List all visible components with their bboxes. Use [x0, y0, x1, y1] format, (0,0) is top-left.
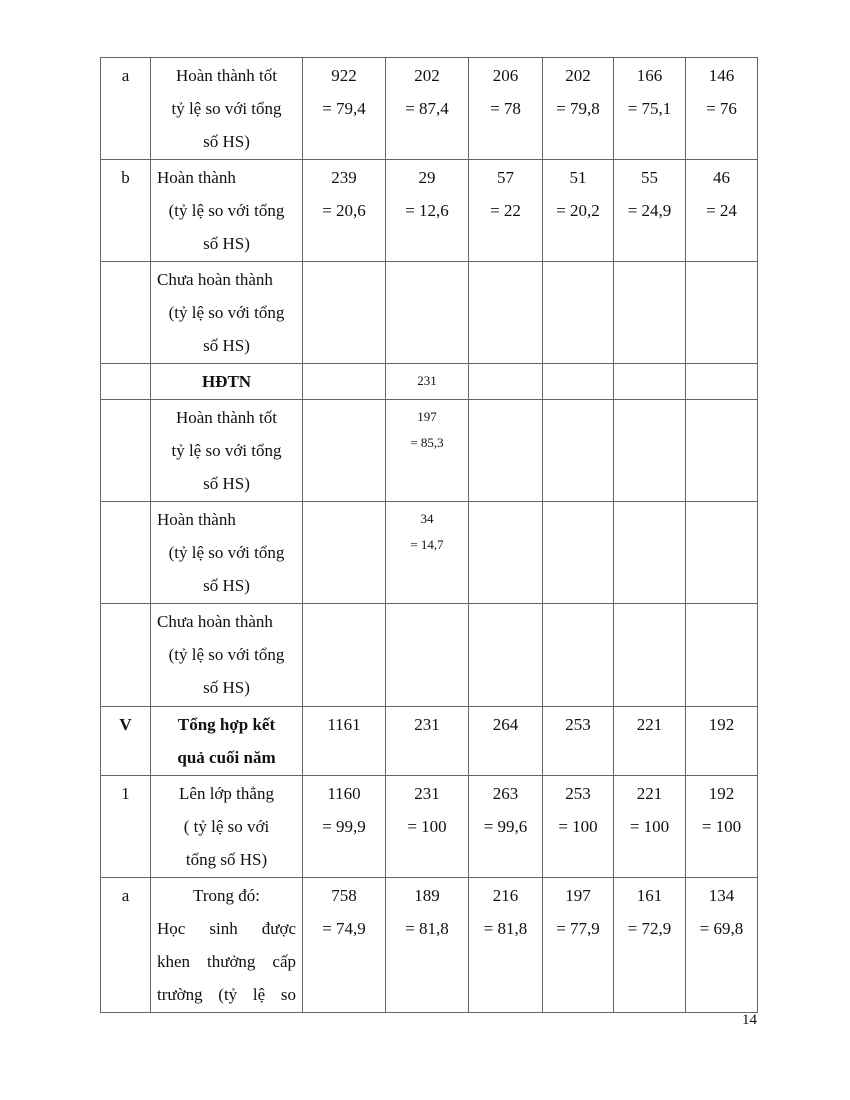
- row-number-cell: [101, 262, 151, 364]
- value-cell: [686, 776, 758, 878]
- label-line: Trong đó:: [193, 886, 260, 905]
- percent-line: = 12,6: [405, 201, 449, 220]
- percent-line: = 76: [706, 99, 737, 118]
- value-line: 231: [414, 715, 440, 734]
- row-label-cell: [151, 707, 303, 776]
- row-number-cell: [101, 160, 151, 262]
- value-cell: [303, 364, 386, 400]
- row-label-cell: [151, 364, 303, 400]
- value-line: 202: [565, 66, 591, 85]
- value-cell: [469, 878, 543, 1013]
- table-row: [101, 400, 758, 502]
- value-line: 231: [417, 373, 437, 388]
- label-line: tổng số HS): [185, 850, 268, 869]
- row-number: a: [121, 66, 130, 85]
- row-number-cell: [101, 58, 151, 160]
- value-line: 161: [636, 886, 663, 905]
- value-cell: [686, 878, 758, 1013]
- value-line: 1161: [327, 715, 361, 734]
- percent-line: = 75,1: [627, 99, 672, 118]
- value-cell: [614, 400, 686, 502]
- label-line: Hoàn thành: [157, 510, 236, 529]
- value-cell: [543, 604, 614, 707]
- value-cell: [543, 502, 614, 604]
- value-cell: [386, 160, 469, 262]
- value-cell: [386, 400, 469, 502]
- value-cell: [686, 604, 758, 707]
- table-row: [101, 604, 758, 707]
- value-line: 34: [420, 511, 434, 526]
- percent-line: = 100: [629, 817, 670, 836]
- value-cell: [614, 262, 686, 364]
- value-cell: [686, 502, 758, 604]
- value-line: 134: [708, 886, 735, 905]
- table-row: [101, 160, 758, 262]
- label-line: HĐTN: [201, 372, 252, 391]
- value-cell: [469, 707, 543, 776]
- percent-line: = 77,9: [556, 919, 600, 938]
- value-line: 922: [331, 66, 357, 85]
- table-row: [101, 776, 758, 878]
- value-cell: [386, 878, 469, 1013]
- value-cell: [686, 400, 758, 502]
- value-cell: [303, 160, 386, 262]
- label-line: (tỷ lệ so với tổng: [168, 303, 285, 322]
- row-number-cell: [101, 364, 151, 400]
- row-number: V: [119, 715, 132, 734]
- value-cell: [543, 878, 614, 1013]
- page-number: 14: [742, 1012, 757, 1028]
- percent-line: = 78: [490, 99, 521, 118]
- label-line: Hoàn thành: [157, 168, 236, 187]
- row-label-cell: [151, 776, 303, 878]
- percent-line: = 99,9: [322, 817, 366, 836]
- row-number: b: [121, 168, 130, 187]
- percent-line: = 79,8: [556, 99, 600, 118]
- value-line: 146: [708, 66, 735, 85]
- percent-line: = 20,6: [322, 201, 366, 220]
- value-cell: [614, 604, 686, 707]
- value-line: 758: [331, 886, 357, 905]
- label-line: số HS): [203, 132, 250, 151]
- percent-line: = 99,6: [483, 817, 528, 836]
- value-cell: [469, 604, 543, 707]
- row-number-cell: [101, 502, 151, 604]
- percent-line: = 87,4: [405, 99, 449, 118]
- value-cell: [614, 878, 686, 1013]
- percent-line: = 69,8: [699, 919, 744, 938]
- value-line: 51: [569, 168, 587, 187]
- value-cell: [386, 58, 469, 160]
- value-cell: [543, 707, 614, 776]
- label-line: tỷ lệ so với tổng: [171, 99, 282, 118]
- value-cell: [303, 400, 386, 502]
- table-row: [101, 878, 758, 1013]
- value-cell: [614, 58, 686, 160]
- value-line: 197: [417, 409, 437, 424]
- percent-line: = 24: [706, 201, 737, 220]
- value-line: 192: [708, 715, 735, 734]
- label-line: số HS): [203, 234, 250, 253]
- label-line: (tỷ lệ so với tổng: [168, 543, 285, 562]
- value-line: 221: [636, 715, 663, 734]
- percent-line: = 85,3: [410, 435, 444, 450]
- value-line: 216: [492, 886, 519, 905]
- label-line: (tỷ lệ so với tổng: [168, 645, 285, 664]
- value-line: 263: [492, 784, 519, 803]
- value-cell: [303, 262, 386, 364]
- value-line: 197: [565, 886, 591, 905]
- row-label-cell: [151, 878, 303, 1013]
- label-line: (tỷ lệ so với tổng: [168, 201, 285, 220]
- value-line: 239: [331, 168, 357, 187]
- label-line: Chưa hoàn thành: [157, 270, 273, 289]
- label-line: số HS): [203, 474, 250, 493]
- value-cell: [386, 502, 469, 604]
- value-line: 253: [565, 715, 591, 734]
- value-cell: [386, 364, 469, 400]
- percent-line: = 100: [407, 817, 447, 836]
- value-cell: [303, 58, 386, 160]
- value-line: 55: [641, 168, 658, 187]
- value-cell: [303, 707, 386, 776]
- percent-line: = 81,8: [483, 919, 528, 938]
- table-row: [101, 502, 758, 604]
- label-line: khen thưởng cấp: [157, 952, 296, 971]
- label-line: trường (tỷ lệ so: [157, 985, 296, 1004]
- value-line: 264: [492, 715, 519, 734]
- value-cell: [543, 400, 614, 502]
- value-line: 189: [414, 886, 440, 905]
- value-cell: [469, 262, 543, 364]
- percent-line: = 20,2: [556, 201, 600, 220]
- row-number-cell: [101, 707, 151, 776]
- row-number-cell: [101, 400, 151, 502]
- value-cell: [543, 364, 614, 400]
- row-label-cell: [151, 604, 303, 707]
- value-cell: [686, 364, 758, 400]
- value-cell: [614, 707, 686, 776]
- label-line: Tổng hợp kết: [177, 715, 276, 734]
- results-table: [100, 57, 758, 1013]
- percent-line: = 74,9: [322, 919, 366, 938]
- label-line: số HS): [203, 576, 250, 595]
- table-body: [101, 58, 758, 1013]
- value-cell: [543, 776, 614, 878]
- value-cell: [686, 262, 758, 364]
- value-line: 192: [708, 784, 735, 803]
- value-cell: [614, 776, 686, 878]
- label-line: tỷ lệ so với tổng: [171, 441, 282, 460]
- row-label-cell: [151, 160, 303, 262]
- value-cell: [686, 58, 758, 160]
- value-line: 29: [418, 168, 436, 187]
- value-line: 206: [492, 66, 519, 85]
- label-line: Học sinh được: [157, 919, 296, 938]
- label-line: ( tỷ lệ so với: [183, 817, 270, 836]
- value-cell: [303, 604, 386, 707]
- percent-line: = 100: [701, 817, 742, 836]
- value-line: 202: [414, 66, 440, 85]
- value-line: 253: [565, 784, 591, 803]
- percent-line: = 22: [490, 201, 521, 220]
- value-line: 221: [636, 784, 663, 803]
- value-line: 231: [414, 784, 440, 803]
- percent-line: = 14,7: [410, 537, 444, 552]
- value-cell: [686, 707, 758, 776]
- row-number-cell: [101, 604, 151, 707]
- table-row: [101, 364, 758, 400]
- value-cell: [386, 707, 469, 776]
- value-cell: [303, 878, 386, 1013]
- table-row: [101, 58, 758, 160]
- table-row: [101, 707, 758, 776]
- label-line: số HS): [203, 678, 250, 697]
- value-cell: [469, 776, 543, 878]
- value-line: 46: [713, 168, 730, 187]
- value-line: 1160: [327, 784, 361, 803]
- label-line: Hoàn thành tốt: [175, 408, 278, 427]
- value-cell: [386, 262, 469, 364]
- value-line: 166: [636, 66, 663, 85]
- value-cell: [303, 502, 386, 604]
- value-cell: [303, 776, 386, 878]
- row-number-cell: [101, 878, 151, 1013]
- label-line: quả cuối năm: [177, 748, 276, 767]
- value-cell: [543, 262, 614, 364]
- value-cell: [543, 58, 614, 160]
- label-line: Chưa hoàn thành: [157, 612, 273, 631]
- table-row: [101, 262, 758, 364]
- row-number-cell: [101, 776, 151, 878]
- value-cell: [386, 776, 469, 878]
- value-cell: [543, 160, 614, 262]
- row-label-cell: [151, 262, 303, 364]
- value-cell: [469, 364, 543, 400]
- row-number: 1: [121, 784, 130, 803]
- value-cell: [386, 604, 469, 707]
- row-number: a: [121, 886, 130, 905]
- value-cell: [614, 364, 686, 400]
- percent-line: = 79,4: [322, 99, 366, 118]
- value-cell: [469, 400, 543, 502]
- label-line: Hoàn thành tốt: [175, 66, 278, 85]
- value-line: 57: [497, 168, 514, 187]
- label-line: Lên lớp thẳng: [179, 784, 274, 803]
- value-cell: [469, 502, 543, 604]
- value-cell: [614, 502, 686, 604]
- row-label-cell: [151, 58, 303, 160]
- value-cell: [614, 160, 686, 262]
- percent-line: = 100: [558, 817, 598, 836]
- value-cell: [469, 160, 543, 262]
- value-cell: [469, 58, 543, 160]
- row-label-cell: [151, 400, 303, 502]
- percent-line: = 72,9: [627, 919, 672, 938]
- value-cell: [686, 160, 758, 262]
- percent-line: = 81,8: [405, 919, 449, 938]
- label-line: số HS): [203, 336, 250, 355]
- row-label-cell: [151, 502, 303, 604]
- percent-line: = 24,9: [627, 201, 672, 220]
